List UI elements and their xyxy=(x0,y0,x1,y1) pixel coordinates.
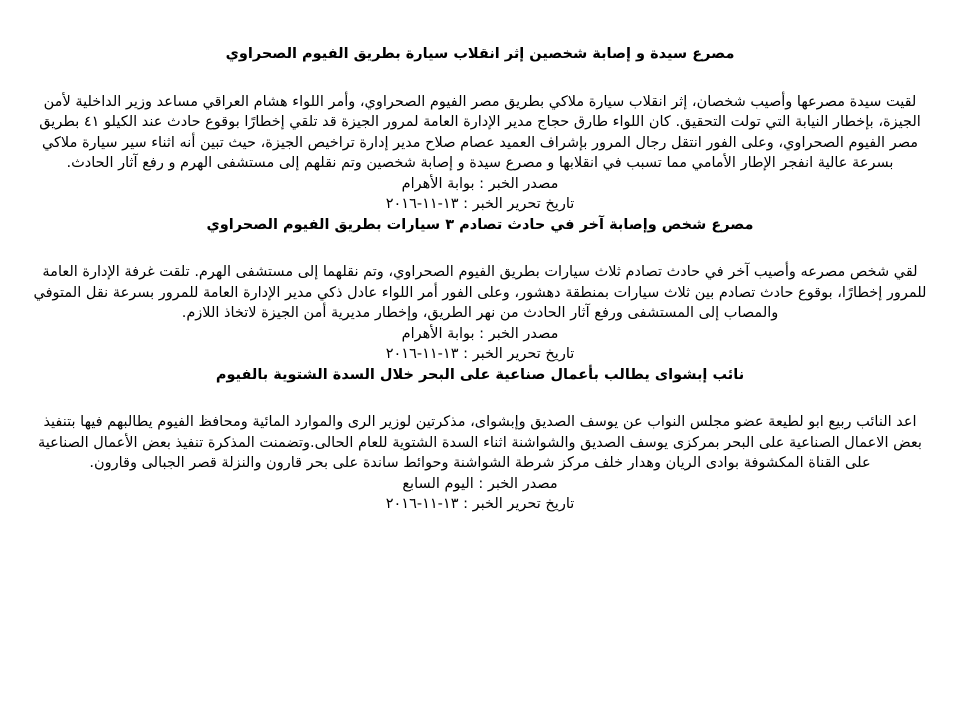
article-2-source: مصدر الخبر : بوابة الأهرام xyxy=(401,325,559,342)
article-1-source: مصدر الخبر : بوابة الأهرام xyxy=(401,175,559,192)
article-1-body: لقيت سيدة مصرعها وأصيب شخصان، إثر انقلاب سيارة ملاكي بطريق مصر الفيوم الصحراوي، وأمر اللواء هشام العراقي مساعد وزير الداخلية لأمن الجيزة، بإخطار النيابة التي تولت التحقيق. كان اللواء طارق حجاج مدير الإدارة العامة لمرور الجيزة قد تلقي إخطارًا بوقوع حادث عند الكيلو ٤١ بطريق مصر الفيوم الصحراوي، وعلى الفور انتقل رجال المرور بإشراف العميد عصام صلاح مدير إدارة تراخيص الجيزة، حيث تبين أنه اثناء سير سيارة ملاكي بسرعة عالية انفجر الإطار الأمامي مما تسبب في انقلابها و مصرع سيدة و إصابة شخصين وتم نقلهم إلى مستشفى الهرم و رفع آثار الحادث. xyxy=(39,93,921,171)
article-2-headline: مصرع شخص وإصابة آخر في حادث تصادم ٣ سيارات بطريق الفيوم الصحراوي xyxy=(206,216,754,233)
spacer xyxy=(28,385,932,412)
article-1-date: تاريخ تحرير الخبر : ١٣-١١-٢٠١٦ xyxy=(385,196,575,212)
article-3-date: تاريخ تحرير الخبر : ١٣-١١-٢٠١٦ xyxy=(385,496,575,512)
article-3-source: مصدر الخبر : اليوم السابع xyxy=(402,475,558,492)
news-document xyxy=(28,44,932,515)
article-3-headline: نائب إبشواى يطالب بأعمال صناعية على البحر خلال السدة الشتوية بالفيوم xyxy=(215,366,745,383)
article-2-body: لقي شخص مصرعه وأصيب آخر في حادث تصادم ثلاث سيارات بطريق الفيوم الصحراوي، وتم نقلهما إلى مستشفى الهرم. تلقت غرفة الإدارة العامة للمرور إخطارًا، بوقوع حادث تصادم بين ثلاث سيارات بمنطقة دهشور، وعلى الفور أمر اللواء عادل ذكي مدير الإدارة العامة للمرور بسرعة نقل المتوفي والمصاب إلى المستشفى ورفع آثار الحادث من نهر الطريق، وإخطار مديرية أمن الجيزة لاتخاذ اللازم. xyxy=(33,264,927,321)
article-2-date: تاريخ تحرير الخبر : ١٣-١١-٢٠١٦ xyxy=(385,346,575,362)
spacer xyxy=(28,235,932,262)
article-1-headline: مصرع سيدة و إصابة شخصين إثر انقلاب سيارة بطريق الفيوم الصحراوي xyxy=(225,46,735,62)
article-3-body: اعد النائب ربيع ابو لطيعة عضو مجلس النواب عن يوسف الصديق وإبشواى، مذكرتين لوزير الرى والموارد المائية ومحافظ الفيوم يطالبهم فيها بتنفيذ بعض الاعمال الصناعية على البحر بمركزى يوسف الصديق والشواشنة اثناء السدة الشتوية للعام الحالى.وتضمنت المذكرة تنفيذ بعض الأعمال الصناعية على القناة المكشوفة بوادى الريان وهدار خلف مركز شرطة الشواشنة وحوائط ساندة على بحر قارون والنزلة قصر الجبالى وقارون. xyxy=(38,414,922,471)
spacer xyxy=(28,65,932,92)
